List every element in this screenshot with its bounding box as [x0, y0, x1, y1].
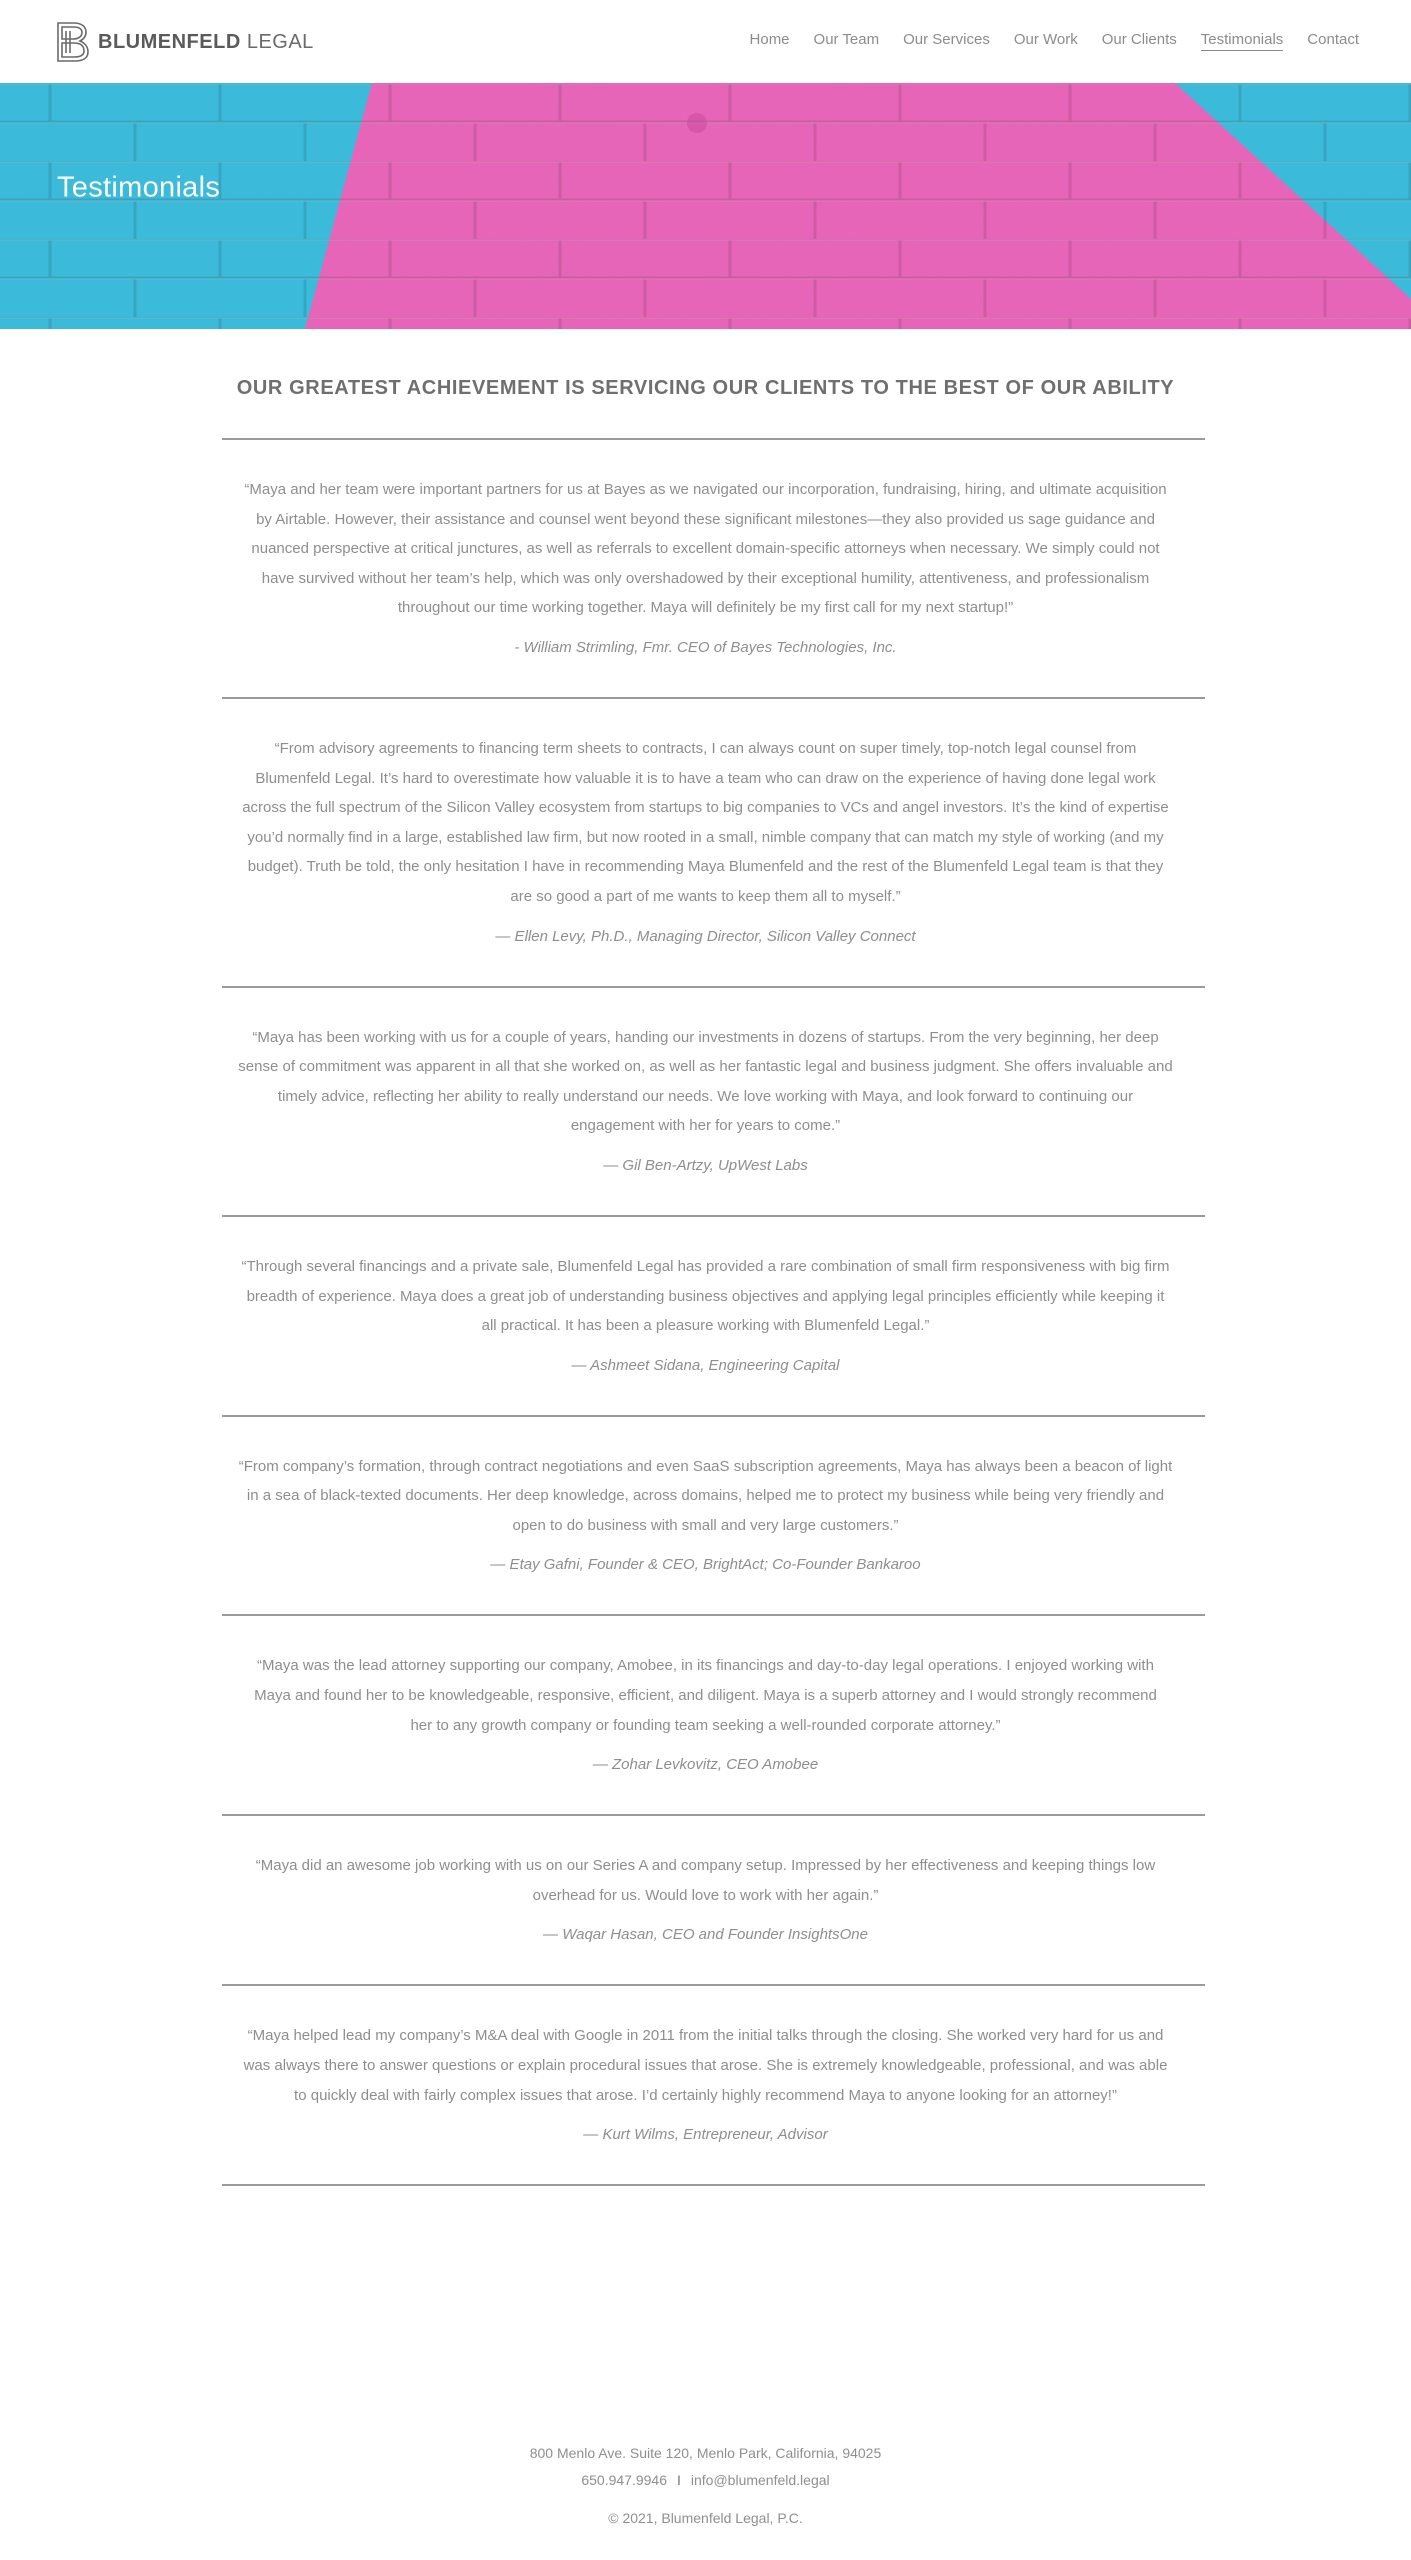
nav-our-team[interactable]: Our Team — [813, 31, 880, 48]
quote-line: throughout our time working together. Maya will definitely be my first call for my next startup!” — [397, 599, 1014, 617]
testimonial-author: — Ashmeet Sidana, Engineering Capital — [571, 1356, 840, 1374]
testimonial-quote — [222, 734, 1189, 912]
testimonial-item — [222, 734, 1189, 947]
divider — [222, 1415, 1205, 1417]
quote-line: “Maya and her team were important partners for us at Bayes as we navigated our incorporation, fundraising, hiring, and ultimate acquisition — [244, 481, 1167, 498]
quote-line: open to do business with small and very large customers.” — [512, 1516, 899, 1534]
quote-line: “Maya helped lead my company’s M&A deal with Google in 2011 from the initial talks through the closing. She worked very hard for us and — [247, 2027, 1164, 2045]
quote-line: “From company’s formation, through contract negotiations and even SaaS subscription agreements, Maya has always been a beacon of light — [238, 1457, 1173, 1475]
quote-line: “Maya was the lead attorney supporting our company, Amobee, in its financings and day-to-day legal operations. I enjoyed working with — [257, 1657, 1154, 1675]
brand-name — [98, 31, 314, 54]
quote-line: to quickly deal with fairly complex issues that arose. I’d certainly highly recommend Maya to anyone looking for an attorney!” — [294, 2086, 1117, 2104]
quote-line: sense of commitment was apparent in all that she worked on, as well as her fantastic legal and business judgment. She offers invaluable and — [238, 1058, 1173, 1076]
quote-line: have survived without her team’s help, which was only overshadowed by their exceptional humility, attentiveness, and professionalism — [261, 569, 1150, 587]
testimonial-item — [222, 1023, 1189, 1176]
testimonial-item — [222, 2021, 1189, 2145]
footer-address: 800 Menlo Ave. Suite 120, Menlo Park, California, 94025 — [529, 2445, 882, 2461]
testimonial-quote — [222, 1023, 1189, 1141]
divider — [222, 438, 1205, 440]
testimonials-section — [0, 376, 1411, 2186]
quote-line: breadth of experience. Maya does a great job of understanding business objectives and applying legal principles efficiently while keeping it — [246, 1287, 1165, 1305]
footer-phone[interactable]: 650.947.9946 — [581, 2472, 667, 2488]
nav-our-services[interactable]: Our Services — [903, 31, 990, 48]
divider — [222, 2184, 1205, 2186]
divider — [222, 697, 1205, 699]
quote-line: overhead for us. Would love to work with her again.” — [532, 1886, 879, 1904]
brand-logo[interactable] — [56, 21, 314, 63]
divider — [222, 1215, 1205, 1217]
quote-line: are so good a part of me wants to keep them all to myself.” — [510, 887, 901, 905]
testimonial-author: - William Strimling, Fmr. CEO of Bayes Technologies, Inc. — [514, 638, 897, 656]
quote-line: Maya and found her to be knowledgeable, responsive, efficient, and diligent. Maya is a superb attorney and I would strongly recommend — [254, 1687, 1157, 1705]
testimonial-quote — [222, 2021, 1189, 2110]
testimonial-author: — Kurt Wilms, Entrepreneur, Advisor — [583, 2126, 828, 2144]
testimonial-author: — Ellen Levy, Ph.D., Managing Director, Silicon Valley Connect — [495, 927, 916, 945]
hero-banner — [0, 83, 1411, 329]
divider — [222, 1984, 1205, 1986]
b-monogram-icon — [56, 21, 90, 63]
nav-home[interactable]: Home — [749, 31, 790, 48]
quote-line: all practical. It has been a pleasure working with Blumenfeld Legal.” — [481, 1317, 930, 1335]
quote-line: “Maya did an awesome job working with us on our Series A and company setup. Impressed by her effectiveness and keeping things low — [255, 1857, 1156, 1875]
footer-contact — [0, 2467, 1411, 2494]
nav-our-clients[interactable]: Our Clients — [1101, 31, 1177, 48]
site-header — [0, 0, 1411, 83]
testimonial-item — [222, 1651, 1189, 1775]
testimonial-author: — Zohar Levkovitz, CEO Amobee — [592, 1756, 819, 1774]
nav-testimonials[interactable]: Testimonials — [1201, 31, 1284, 51]
testimonial-quote — [222, 1851, 1189, 1910]
brand-name-bold: BLUMENFELD — [98, 30, 241, 53]
quote-line: across the full spectrum of the Silicon Valley ecosystem from startups to big companies to VCs and angel investors. It’s the kind of expertise — [242, 799, 1169, 817]
testimonial-author: — Etay Gafni, Founder & CEO, BrightAct; Co-Founder Bankaroo — [490, 1556, 921, 1574]
nav-our-work[interactable]: Our Work — [1013, 31, 1078, 48]
hero-background-image — [0, 83, 1411, 329]
footer-separator: I — [677, 2472, 681, 2488]
testimonial-item — [222, 1851, 1189, 1945]
testimonial-author: — Gil Ben-Artzy, UpWest Labs — [603, 1156, 808, 1174]
quote-line: “From advisory agreements to financing term sheets to contracts, I can always count on super timely, top-notch legal counsel from — [274, 739, 1137, 757]
testimonial-item — [222, 475, 1189, 658]
brand-name-light: LEGAL — [240, 30, 314, 53]
quote-line: was always there to answer questions or explain procedural issues that arose. She is extremely knowledgeable, professional, and was able — [243, 2057, 1168, 2075]
quote-line: nuanced perspective at critical junctures, as well as referrals to excellent domain-specific attorneys when necessary. We simply could not — [251, 540, 1160, 558]
quote-line: budget). Truth be told, the only hesitation I have in recommending Maya Blumenfeld and the rest of the Blumenfeld Legal team is that they — [247, 858, 1164, 876]
quote-line: “Through several financings and a private sale, Blumenfeld Legal has provided a rare combination of small firm responsiveness with big firm — [241, 1257, 1170, 1275]
quote-line: you’d normally find in a large, established law firm, but now rooted in a small, nimble company that can match my style of working (and my — [247, 828, 1164, 846]
testimonial-author: — Waqar Hasan, CEO and Founder InsightsOne — [543, 1926, 868, 1944]
quote-line: “Maya has been working with us for a couple of years, handing our investments in dozens of startups. From the very beginning, her deep — [252, 1028, 1159, 1046]
quote-line: Blumenfeld Legal. It’s hard to overestimate how valuable it is to have a team who can draw on the experience of having done legal work — [255, 769, 1156, 787]
divider — [222, 1814, 1205, 1816]
quote-line: in a sea of black-texted documents. Her deep knowledge, across domains, helped me to protect my business while being very friendly and — [246, 1487, 1165, 1505]
site-footer — [0, 2440, 1411, 2528]
divider — [222, 986, 1205, 988]
testimonial-quote — [222, 475, 1189, 623]
main-nav — [726, 31, 1359, 51]
testimonial-quote — [222, 1651, 1189, 1740]
testimonial-item — [222, 1452, 1189, 1576]
quote-line: engagement with her for years to come.” — [570, 1117, 841, 1135]
quote-line: by Airtable. However, their assistance and counsel went beyond these significant milestones—they also provided us sage guidance and — [256, 510, 1155, 528]
nav-contact[interactable]: Contact — [1307, 31, 1359, 48]
quote-line: her to any growth company or founding team seeking a well-rounded corporate attorney.” — [410, 1716, 1001, 1734]
footer-email-link[interactable]: info@blumenfeld.legal — [690, 2472, 830, 2488]
testimonial-quote — [222, 1452, 1189, 1541]
page-title: Testimonials — [57, 171, 221, 204]
footer-copyright: © 2021, Blumenfeld Legal, P.C. — [608, 2510, 803, 2526]
quote-line: timely advice, reflecting her ability to really understand our needs. We love working with Maya, and look forward to continuing our — [277, 1087, 1134, 1105]
testimonial-item — [222, 1252, 1189, 1376]
divider — [222, 1614, 1205, 1616]
section-heading: OUR GREATEST ACHIEVEMENT IS SERVICING OUR CLIENTS TO THE BEST OF OUR ABILITY — [236, 377, 1175, 399]
testimonial-quote — [222, 1252, 1189, 1341]
